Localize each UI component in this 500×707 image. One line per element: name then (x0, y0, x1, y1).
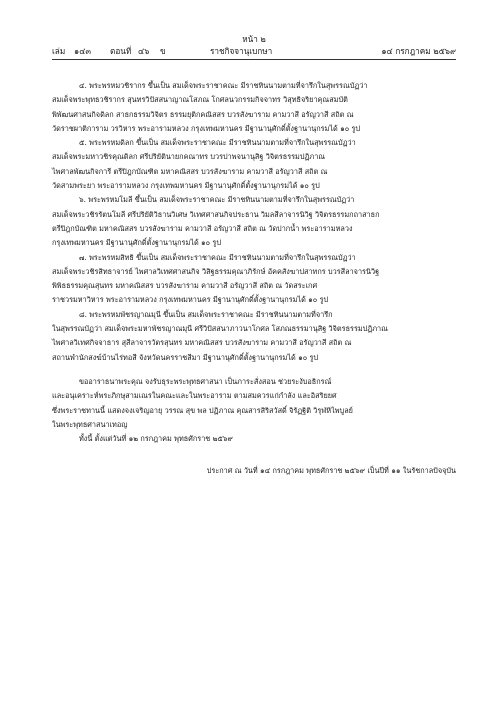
text-line: กรุงเทพมหานคร มีฐานานุศักดิ์ตั้งฐานานุกรมได้ ๑๐ รูป (52, 238, 221, 248)
proclamation-date: ประกาศ ณ วันที่ ๑๔ กรกฎาคม พุทธศักราช ๒๕๖๙ เป็นปีที่ ๑๑ ในรัชกาลปัจจุบัน (206, 466, 456, 476)
text-line: พิพิธธรรมคุณสุนทร มหาคณิสสร บวรสังฆาราม คามวาสี อรัญวาสี สถิต ณ วัดสระเกศ (52, 281, 318, 291)
text-line: ๘. พระพรหมพัชรญาณมุนี ขึ้นเป็น สมเด็จพระราชาคณะ มีราชทินนามตามที่จารึก (79, 309, 333, 319)
text-line: ในพระพุทธศาสนาเทอญ (52, 419, 128, 429)
appointment-item-5 (52, 136, 456, 193)
text-line: ไพศาลพัฒนกิจการี ตรีปิฎกบัณฑิต มหาคณิสสร บวรสังฆาราม คามวาสี อรัญวาสี สถิต ณ (52, 166, 328, 176)
text-line: วัดสามพระยา พระอารามหลวง กรุงเทพมหานคร มีฐานานุศักดิ์ตั้งฐานานุกรมได้ ๑๐ รูป (52, 181, 320, 191)
text-line: สมเด็จพระวชิรรัตนโมลี ศรีปริยัติวิธานวิเศษ วิเทศศาสนกิจประธาน วิมลสีลาจารนิวิฐ วิจิตรธรรมกถาสาธก (52, 209, 380, 219)
section-number: ๔๖ (138, 46, 150, 56)
appointment-item-4 (52, 79, 456, 136)
document-body (52, 79, 456, 446)
part-letter: ข (160, 46, 166, 56)
appointment-item-7 (52, 251, 456, 308)
text-line: ๖. พระพรหมโมลี ขึ้นเป็น สมเด็จพระราชาคณะ มีราชทินนามตามที่จารึกในสุพรรณบัฏว่า (79, 195, 355, 205)
text-line: และอนุเคราะห์พระภิกษุสามเณรในคณะและในพระอาราม ตามสมควรแก่กำลัง และอิสริยยศ (52, 391, 337, 401)
header-divider (52, 59, 456, 60)
volume-number: ๑๔๓ (74, 46, 91, 56)
text-line: สมเด็จพระวชิรสิทธาจารย์ ไพศาลวิเทศศาสนกิจ วิสิฐธรรมคุณาภิรักษ์ อัคคสังฆาปสาทกร บวรสีลาจารนิวิฐ (52, 266, 380, 276)
text-line: สถานพำนักสงฆ์บ้านไร่ทอสี จังหวัดนครราชสีมา มีฐานานุศักดิ์ตั้งฐานานุกรมได้ ๑๐ รูป (52, 352, 319, 362)
text-line: พิพัฒนศาสนกิจดิลก สาธกธรรมวิจิตร ธรรมยุติกคณิสสร บวรสังฆาราม คามวาสี อรัญวาสี สถิต ณ (52, 109, 354, 119)
text-line: สมเด็จพระพุทธวชิรากร สุนทรวิปัสสนาญาณโสภณ โกศลนวกรรมกิจจาทร วิสุทธิจริยาคุณสมบัติ (52, 95, 348, 105)
paragraph-gap (52, 365, 456, 375)
text-line: ราชวรมหาวิหาร พระอารามหลวง กรุงเทพมหานคร มีฐานานุศักดิ์ตั้งฐานานุกรมได้ ๑๐ รูป (52, 295, 329, 305)
text-line: ตรีปิฎกบัณฑิต มหาคณิสสร บวรสังฆาราม คามวาสี อรัญวาสี สถิต ณ วัดปากน้ำ พระอารามหลวง (52, 223, 353, 233)
section-label: ตอนที่ (110, 46, 132, 56)
issue-date: ๑๔ กรกฎาคม ๒๕๖๙ (381, 46, 456, 56)
closing-paragraph (52, 375, 456, 432)
text-line: ไพศาลวิเทศกิจจาธาร สุสีลาจารวัตรสุนทร มหาคณิสสร บวรสังฆาราม คามวาสี อรัญวาสี สถิต ณ (52, 338, 352, 348)
appointment-item-8 (52, 308, 456, 365)
text-line: ๕. พระพรหมดิลก ขึ้นเป็น สมเด็จพระราชาคณะ มีราชทินนามตามที่จารึกในสุพรรณบัฏว่า (79, 138, 356, 148)
volume-label: เล่ม (52, 46, 66, 56)
gazette-header (52, 45, 456, 58)
journal-title: ราชกิจจานุเบกษา (210, 46, 273, 56)
page-number: หน้า ๒ (242, 34, 266, 44)
text-line: สมเด็จพระมหาวชิรคุณดิลก ศรีปริยัตินายกคณาทร บวรปาพจนานุสิฐ วิจิตรธรรมปฏิภาณ (52, 152, 326, 162)
text-line: วัดราชผาติการาม วรวิหาร พระอารามหลวง กรุงเทพมหานคร มีฐานานุศักดิ์ตั้งฐานานุกรมได้ ๑๐ รูป (52, 123, 361, 133)
text-line: ในสุพรรณบัฏว่า สมเด็จพระมหาพัชรญาณมุนี ศรีวิปัสสนาภาวนาโกศล โสภณธรรมานุสิฐ วิจิตรธรรมปฏิภาณ (52, 324, 388, 334)
text-line: ๔. พระพรหมวชิรากร ขึ้นเป็น สมเด็จพระราชาคณะ มีราชทินนามตามที่จารึกในสุพรรณบัฏว่า (79, 81, 368, 90)
effective-date-line: ทั้งนี้ ตั้งแต่วันที่ ๑๒ กรกฎาคม พุทธศักราช ๒๕๖๙ (79, 434, 233, 444)
text-line: ขออาราธนาพระคุณ จงรับธุระพระพุทธศาสนา เป็นภาระสั่งสอน ช่วยระงับอธิกรณ์ (79, 376, 332, 386)
text-line: ซึ่งพระราชทานนี้ แสดงจงเจริญอายุ วรรณ สุข พล ปฏิภาณ คุณสารสิริสวัสดิ์ จิรัฏฐิติ วิรุฬหิไพบูลย์ (52, 405, 353, 415)
appointment-item-6 (52, 193, 456, 250)
text-line: ๗. พระพรหมสิทธิ ขึ้นเป็น สมเด็จพระราชาคณะ มีราชทินนามตามที่จารึกในสุพรรณบัฏว่า (79, 252, 356, 262)
